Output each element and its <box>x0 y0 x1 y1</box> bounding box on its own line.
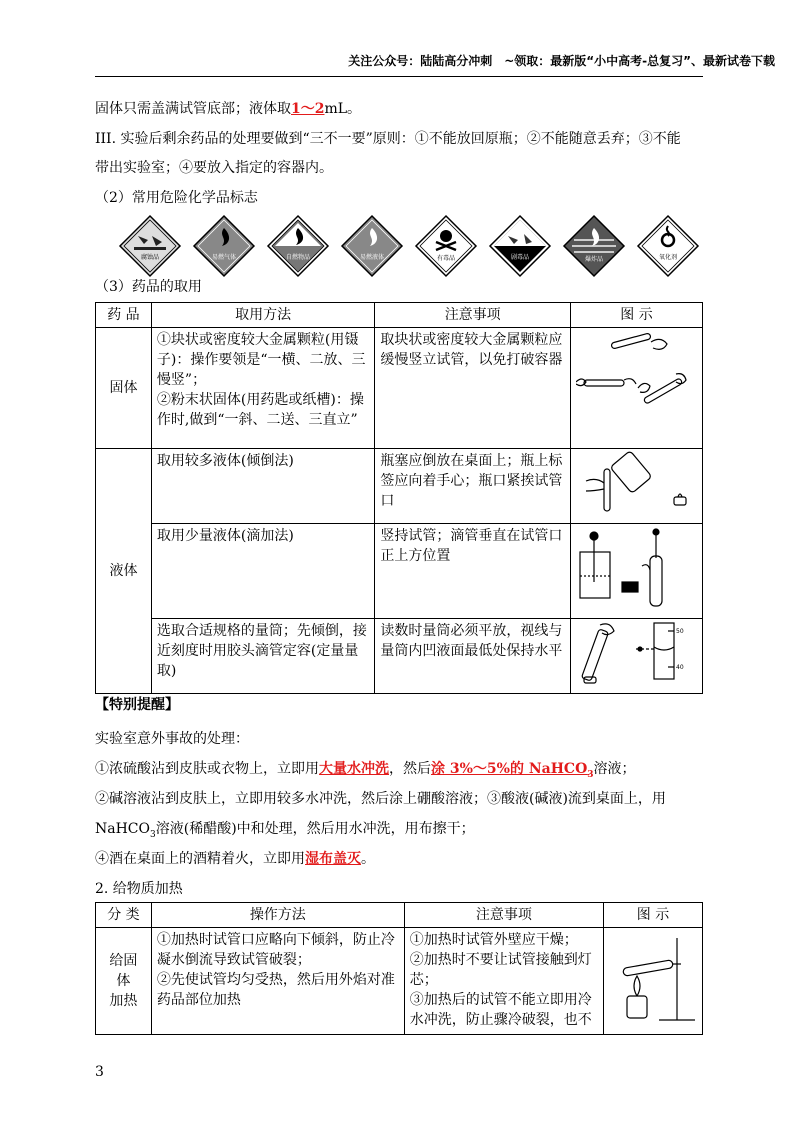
header-illustration: 图 示 <box>603 903 702 928</box>
sign-label: 腐蚀品 <box>140 254 160 261</box>
paragraph-line-2: III. 实验后剩余药品的处理要做到“三不一要”原则：①不能放回原瓶；②不能随意丢弃；③不能 <box>95 131 681 147</box>
heating-section-title: 2. 给物质加热 <box>95 881 183 897</box>
page-header: 关注公众号：陆陆高分冲刺 ~领取：最新版“小中高考-总复习”、最新试卷下载 <box>348 54 775 68</box>
header-diagram: 图 示 <box>570 303 702 328</box>
header-precautions: 注意事项 <box>404 903 603 928</box>
sign-label: 自燃物品 <box>285 254 311 261</box>
accident-intro: 实验室意外事故的处理： <box>95 731 249 747</box>
liquid-pour-method: 取用较多液体(倾倒法) <box>151 449 375 524</box>
cylinder-mark-upper: 50 <box>675 628 684 635</box>
page-number: 3 <box>95 1064 104 1080</box>
corrosive-sign <box>118 214 182 278</box>
heating-table <box>95 902 703 1035</box>
cylinder-note: 读数时量筒必须平放，视线与量筒内凹液面最低处保持水平 <box>375 619 571 694</box>
header-notes: 注意事项 <box>375 303 571 328</box>
reagent-table <box>95 302 703 694</box>
sign-label: 易燃液体 <box>359 254 385 261</box>
special-notice-title: 【特别提醒】 <box>95 697 179 713</box>
accident-spill: NaHCO$_3$溶液(稀醋酸)中和处理，然后用水冲洗，用布擦干； <box>95 821 475 840</box>
dropper-illustration <box>576 526 696 610</box>
hazard-section-title: （2）常用危险化学品标志 <box>95 190 258 206</box>
solid-method: ①块状或密度较大金属颗粒(用镊子)：操作要领是“一横、二放、三慢竖”； ②粉末状固体(用药匙或纸槽)：操作时,做到“一斜、二送、三直立” <box>151 328 375 449</box>
heating-category: 给固 体 加热 <box>96 928 152 1035</box>
cylinder-method: 选取合适规格的量筒；先倾倒，接近刻度时用胶头滴管定容(定量量取) <box>151 619 375 694</box>
heating-method: ①加热时试管口应略向下倾斜，防止冷凝水倒流导致试管破裂； ②先使试管均匀受热，然后用外焰对准药品部位加热 <box>151 928 404 1035</box>
header-divider <box>95 76 703 77</box>
sign-label: 氧化剂 <box>658 254 678 261</box>
heating-apparatus-illustration <box>609 930 697 1026</box>
accident-alkali: ②碱溶液沾到皮肤上，立即用较多水冲洗，然后涂上硼酸溶液；③酸液(碱液)流到桌面上，用 <box>95 791 666 807</box>
oxidizer-sign <box>636 214 700 278</box>
liquid-drop-note: 竖持试管；滴管垂直在试管口正上方位置 <box>375 524 571 619</box>
pouring-illustration <box>576 451 696 515</box>
spontaneous-combustion-sign <box>266 214 330 278</box>
sign-label: 有毒品 <box>436 255 456 262</box>
tweezers-tube-illustration <box>576 330 696 440</box>
heating-notes: ①加热时试管外壁应干燥； ②加热时不要让试管接触到灯芯； ③加热后的试管不能立即用冷水冲洗，防止骤冷破裂，也不 <box>404 928 603 1035</box>
flammable-gas-sign <box>192 214 256 278</box>
sign-label: 易燃气体 <box>211 254 237 261</box>
explosive-sign <box>562 214 626 278</box>
dropper-diagram <box>570 524 702 619</box>
highly-toxic-sign <box>488 214 552 278</box>
liquid-drop-method: 取用少量液体(滴加法) <box>151 524 375 619</box>
pour-diagram <box>570 449 702 524</box>
toxic-sign <box>414 214 478 278</box>
highlight-amount: 1～2 <box>291 101 325 117</box>
sign-label: 剧毒品 <box>510 254 530 261</box>
solid-diagram <box>570 328 702 449</box>
header-reagent: 药 品 <box>96 303 152 328</box>
graduated-cylinder-illustration <box>576 621 696 685</box>
header-category: 分 类 <box>96 903 152 928</box>
sign-label: 爆炸品 <box>584 256 604 263</box>
header-operation: 操作方法 <box>151 903 404 928</box>
liquid-pour-note: 瓶塞应倒放在桌面上；瓶上标签应向着手心；瓶口紧挨试管口 <box>375 449 571 524</box>
liquid-label: 液体 <box>96 449 152 694</box>
heating-diagram <box>603 928 702 1035</box>
flammable-liquid-sign <box>340 214 404 278</box>
accident-fire: ④酒在桌面上的酒精着火，立即用湿布盖灭。 <box>95 851 375 867</box>
accident-acid: ①浓硫酸沾到皮肤或衣物上，立即用大量水冲洗，然后涂 3%～5%的 NaHCO$_3$溶液； <box>95 761 636 780</box>
cylinder-mark-lower: 40 <box>675 664 684 671</box>
solid-note: 取块状或密度较大金属颗粒应缓慢竖立试管，以免打破容器 <box>375 328 571 449</box>
paragraph-line-3: 带出实验室；④要放入指定的容器内。 <box>95 160 333 176</box>
reagent-section-title: （3）药品的取用 <box>95 279 202 295</box>
paragraph-line-1: 固体只需盖满试管底部；液体取1～2mL。 <box>95 101 362 117</box>
header-method: 取用方法 <box>151 303 375 328</box>
solid-label: 固体 <box>96 328 152 449</box>
cylinder-diagram <box>570 619 702 694</box>
